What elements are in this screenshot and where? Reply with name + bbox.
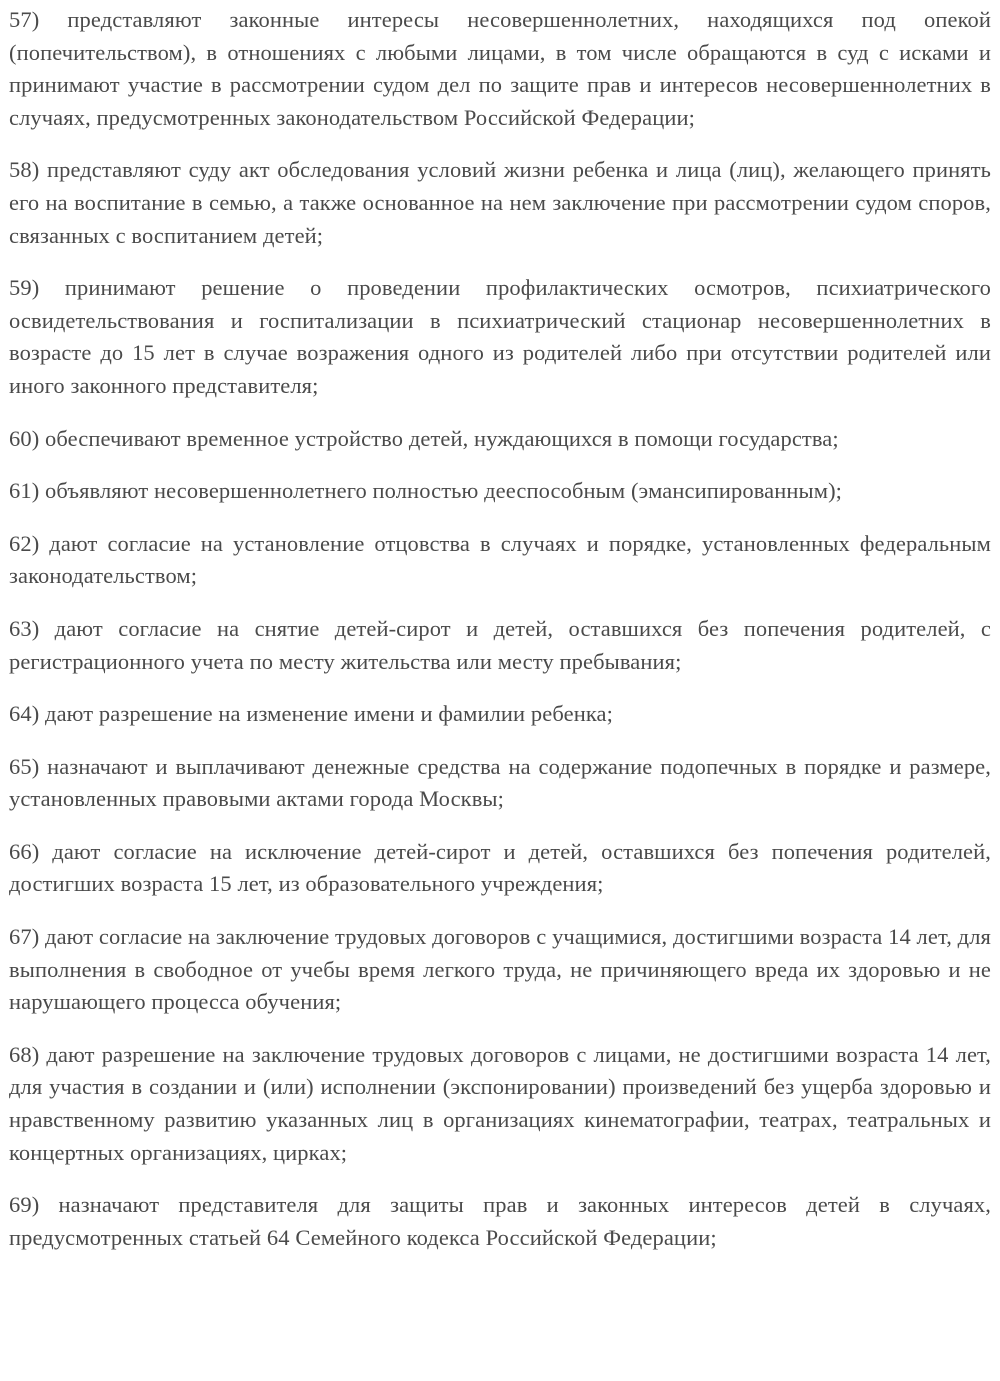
paragraph-68: 68) дают разрешение на заключение трудовых договоров с лицами, не достигшими возраста 14 лет, для участия в создании и (или) исполнении (экспонировании) произведений без ущерба здоровью и нравственному развитию указанных лиц в организациях кинематографии, театрах, театральных и концертных организациях, цирках; [9, 1041, 991, 1165]
paragraph-64: 64) дают разрешение на изменение имени и фамилии ребенка; [9, 701, 613, 727]
paragraph-66: 66) дают согласие на исключение детей-сирот и детей, оставшихся без попечения родителей, достигших возраста 15 лет, из образовательного учреждения; [9, 838, 991, 897]
paragraph-61: 61) объявляют несовершеннолетнего полностью дееспособным (эмансипированным); [9, 478, 843, 504]
paragraph-57: 57) представляют законные интересы несовершеннолетних, находящихся под опекой (попечительством), в отношениях с любыми лицами, в том числе обращаются в суд с исками и принимают участие в рассмотрении судом дел по защите прав и интересов несовершеннолетних в случаях, предусмотренных законодательством Российской Федерации; [9, 7, 991, 130]
paragraph-60: 60) обеспечивают временное устройство детей, нуждающихся в помощи государства; [9, 425, 839, 451]
paragraph-59: 59) принимают решение о проведении профилактических осмотров, психиатрического освидетельствования и госпитализации в психиатрический стационар несовершеннолетних в возрасте до 15 лет в случае возражения одного из родителей либо при отсутствии родителей или иного законного представителя; [9, 275, 991, 398]
paragraph-62: 62) дают согласие на установление отцовства в случаях и порядке, установленных федеральным законодательством; [9, 530, 991, 589]
paragraph-58: 58) представляют суду акт обследования условий жизни ребенка и лица (лиц), желающего принять его на воспитание в семью, а также основанное на нем заключение при рассмотрении судом споров, связанных с воспитанием детей; [9, 157, 991, 248]
paragraph-69: 69) назначают представителя для защиты прав и законных интересов детей в случаях, предусмотренных статьей 64 Семейного кодекса Российской Федерации; [9, 1192, 991, 1250]
paragraph-67: 67) дают согласие на заключение трудовых договоров с учащимися, достигшими возраста 14 лет, для выполнения в свободное от учебы время легкого труда, не причиняющего вреда их здоровью и не нарушающего процесса обучения; [9, 924, 991, 1015]
paragraph-65: 65) назначают и выплачивают денежные средства на содержание подопечных в порядке и размере, установленных правовыми актами города Москвы; [9, 753, 991, 812]
paragraph-63: 63) дают согласие на снятие детей-сирот и детей, оставшихся без попечения родителей, с регистрационного учета по месту жительства или месту пребывания; [9, 615, 991, 674]
